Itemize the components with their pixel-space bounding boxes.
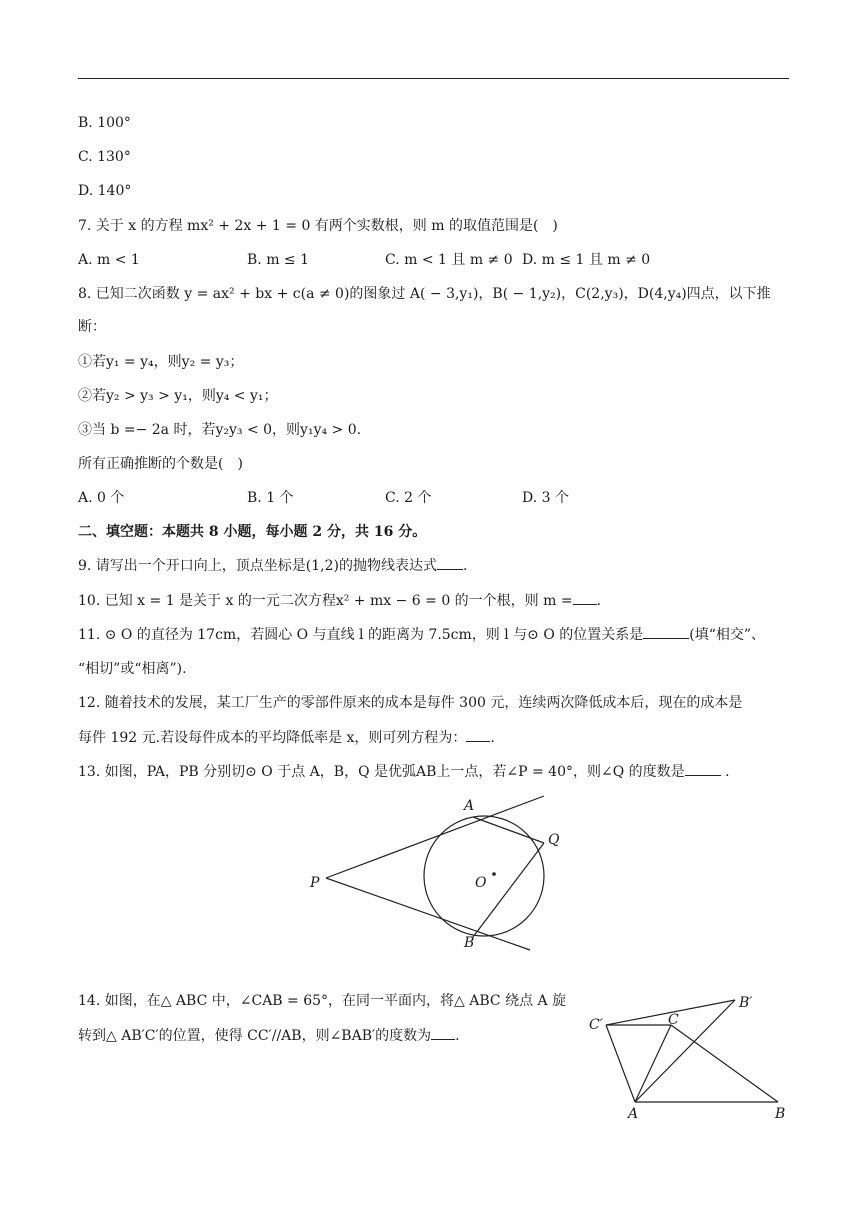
- question-8-option-b: B. 1 个: [247, 490, 294, 506]
- answer-blank-14[interactable]: [431, 1027, 455, 1040]
- label-c: C: [668, 1012, 679, 1028]
- answer-blank-9[interactable]: [437, 557, 463, 570]
- question-11-line2: “相切”或“相离”).: [78, 661, 187, 677]
- answer-blank-10[interactable]: [573, 592, 597, 605]
- question-14-line1: 14. 如图，在△ ABC 中，∠CAB = 65°，在同一平面内，将△ ABC 绕点 A 旋: [78, 993, 567, 1009]
- question-8-option-a: A. 0 个: [78, 490, 125, 506]
- question-12-line2: [78, 729, 495, 747]
- option-c-prev: C. 130°: [78, 149, 131, 165]
- question-11-text: 11. ⊙ O 的直径为 17cm，若圆心 O 与直线 l 的距离为 7.5cm，则 l 与⊙ O 的位置关系是: [78, 627, 644, 643]
- question-9-end: .: [463, 558, 468, 574]
- question-7-option-b: B. m ≤ 1: [247, 252, 310, 268]
- tangent-line-pb: [326, 878, 530, 950]
- question-13-text: 13. 如图，PA，PB 分别切⊙ O 于点 A，B，Q 是优弧AB上一点，若∠P = 40°，则∠Q 的度数是: [78, 764, 685, 780]
- question-8-option-d: D. 3 个: [522, 490, 569, 506]
- option-b-prev: B. 100°: [78, 115, 131, 131]
- question-13: [78, 763, 730, 781]
- label-o: O: [475, 875, 487, 891]
- question-10-text: 10. 已知 x = 1 是关于 x 的一元二次方程x² + mx − 6 = 0 的一个根，则 m =: [78, 593, 573, 609]
- segment-ac1: [606, 1025, 635, 1102]
- question-8-stem-line1: 8. 已知二次函数 y = ax² + bx + c(a ≠ 0)的图象过 A( − 3,y₁)，B( − 1,y₂)，C(2,y₃)，D(4,y₄)四点，以下推: [78, 286, 771, 302]
- section-2-heading: 二、填空题：本题共 8 小题，每小题 2 分，共 16 分。: [78, 524, 427, 540]
- question-9: [78, 557, 467, 575]
- question-13-end: .: [725, 764, 730, 780]
- question-7-option-d: D. m ≤ 1 且 m ≠ 0: [522, 252, 651, 268]
- header-rule: [78, 78, 789, 79]
- center-point-o: [492, 872, 496, 876]
- answer-blank-11[interactable]: [643, 626, 689, 639]
- question-11-line1-end: (填“相交”、: [689, 627, 766, 643]
- question-14-end: .: [455, 1028, 460, 1044]
- question-10: [78, 592, 601, 610]
- rotation-figure: [585, 990, 805, 1125]
- question-8-statement-1: ①若y₁ = y₄，则y₂ = y₃；: [78, 354, 244, 370]
- label-a: A: [464, 798, 475, 814]
- label-b-prime: B′: [739, 995, 753, 1011]
- segment-ab1: [635, 1000, 735, 1102]
- question-8-stem-line2: 断：: [78, 319, 106, 335]
- label-q: Q: [548, 832, 560, 848]
- question-7-option-c: C. m < 1 且 m ≠ 0: [385, 252, 513, 268]
- segment-cb: [671, 1025, 778, 1102]
- label-p: P: [310, 875, 320, 891]
- question-14-line2: [78, 1027, 460, 1045]
- question-10-end: .: [596, 593, 602, 609]
- question-12-line1: 12. 随着技术的发展，某工厂生产的零部件原来的成本是每件 300 元，连续两次降低成本后，现在的成本是: [78, 695, 743, 711]
- question-7-stem: 7. 关于 x 的方程 mx² + 2x + 1 = 0 有两个实数根，则 m 的取值范围是( ): [78, 218, 558, 234]
- question-12-end: .: [490, 730, 495, 746]
- question-12-text: 每件 192 元.若设每件成本的平均降低率是 x，则可列方程为：: [78, 730, 467, 746]
- tangent-line-pa: [326, 796, 544, 878]
- question-8-ask: 所有正确推断的个数是( ): [78, 456, 243, 472]
- answer-blank-12[interactable]: [466, 729, 490, 742]
- label-b: B: [464, 935, 475, 951]
- label-c-prime: C′: [589, 1017, 603, 1033]
- label-a-q14: A: [628, 1106, 639, 1122]
- question-8-option-c: C. 2 个: [385, 490, 432, 506]
- option-d-prev: D. 140°: [78, 183, 132, 199]
- question-9-text: 9. 请写出一个开口向上，顶点坐标是(1,2)的抛物线表达式: [78, 558, 437, 574]
- question-7-option-a: A. m < 1: [78, 252, 140, 268]
- question-8-statement-3: ③当 b =− 2a 时，若y₂y₃ < 0，则y₁y₄ > 0.: [78, 422, 362, 438]
- label-b-q14: B: [775, 1106, 786, 1122]
- question-8-statement-2: ②若y₂ > y₃ > y₁，则y₄ < y₁；: [78, 388, 278, 404]
- circle-tangent-figure: [300, 790, 560, 960]
- question-14-text: 转到△ AB′C′的位置，使得 CC′//AB，则∠BAB′的度数为: [78, 1028, 432, 1044]
- segment-ac: [635, 1025, 671, 1102]
- question-11-line1: [78, 626, 765, 644]
- answer-blank-13[interactable]: [685, 763, 721, 776]
